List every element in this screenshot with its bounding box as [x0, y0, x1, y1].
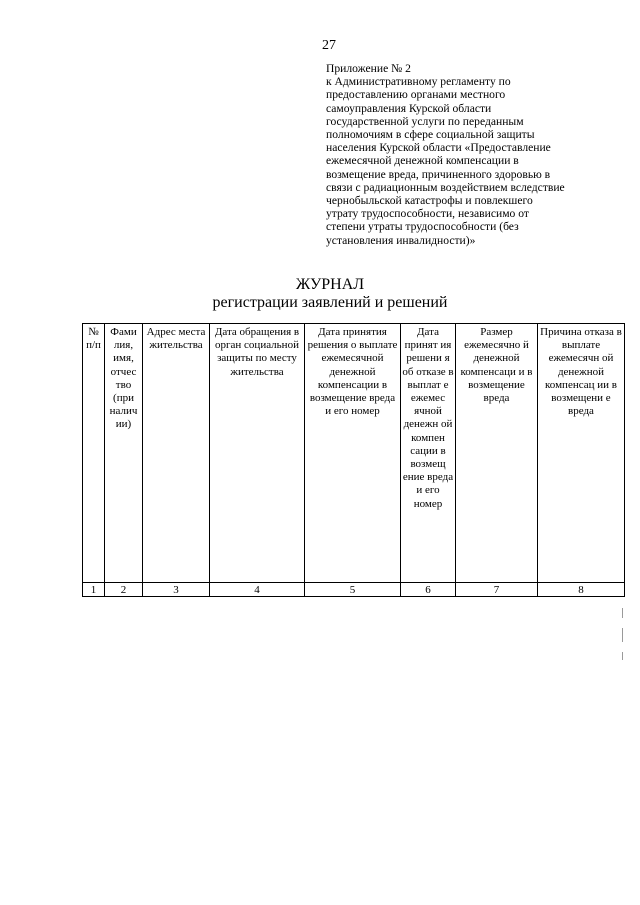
page-number: 27	[322, 38, 336, 53]
appendix-line: степени утраты трудоспособности (без	[326, 220, 519, 234]
appendix-line: установления инвалидности)»	[326, 233, 476, 247]
appendix-line: предоставлению органами местного	[326, 88, 506, 102]
column-header-refusal-date: Дата принят ия решени я об отказе в выплат е ежемес ячной денежн ой компен сации в возмещ ение вреда и его номер	[401, 324, 456, 583]
appendix-line: Приложение № 2	[326, 62, 411, 75]
appendix-line: государственной услуги по переданным	[326, 114, 524, 128]
appendix-line: возмещение вреда, причиненного здоровью в	[326, 167, 551, 181]
appendix-line: ежемесячной денежной компенсации в	[326, 154, 519, 168]
appendix-line: населения Курской области «Предоставление	[326, 141, 551, 155]
column-number: 8	[538, 583, 625, 597]
column-number: 7	[456, 583, 538, 597]
column-number: 4	[210, 583, 305, 597]
column-header-application-date: Дата обращения в орган социальной защиты по месту жительства	[210, 324, 305, 583]
document-subtitle: регистрации заявлений и решений	[212, 294, 448, 311]
appendix-line: полномочиям в сфере социальной защиты	[326, 128, 535, 142]
column-header-refusal-reason: Причина отказа в выплате ежемесячн ой денежной компенсац ии в возмещени е вреда	[538, 324, 625, 583]
appendix-line: утрату трудоспособности, независимо от	[326, 207, 529, 221]
scan-edge-mark	[622, 652, 623, 660]
registration-journal-table	[82, 323, 625, 597]
column-header-decision-date: Дата принятия решения о выплате ежемесячной денежной компенсации в возмещение вреда и его номер	[305, 324, 401, 583]
appendix-line: чернобыльской катастрофы и повлекшего	[326, 194, 533, 208]
column-number: 5	[305, 583, 401, 597]
appendix-line: связи с радиационным воздействием вследствие	[326, 180, 565, 194]
column-header-full-name: Фами лия, имя, отчес тво (при налич ии)	[105, 324, 143, 583]
table-header-row	[83, 324, 625, 583]
column-number: 6	[401, 583, 456, 597]
document-title: ЖУРНАЛ	[295, 276, 365, 293]
appendix-line: самоуправления Курской области	[326, 101, 492, 115]
column-number: 2	[105, 583, 143, 597]
scan-edge-mark	[622, 608, 623, 618]
column-header-number: № п/п	[83, 324, 105, 583]
appendix-note	[326, 62, 610, 247]
column-header-compensation-amount: Размер ежемесячно й денежной компенсаци и в возмещение вреда	[456, 324, 538, 583]
column-header-address: Адрес места жительства	[143, 324, 210, 583]
column-number: 1	[83, 583, 105, 597]
scan-edge-mark	[622, 628, 623, 642]
column-number: 3	[143, 583, 210, 597]
column-number-row	[83, 583, 625, 597]
appendix-line: к Административному регламенту по	[326, 75, 511, 89]
